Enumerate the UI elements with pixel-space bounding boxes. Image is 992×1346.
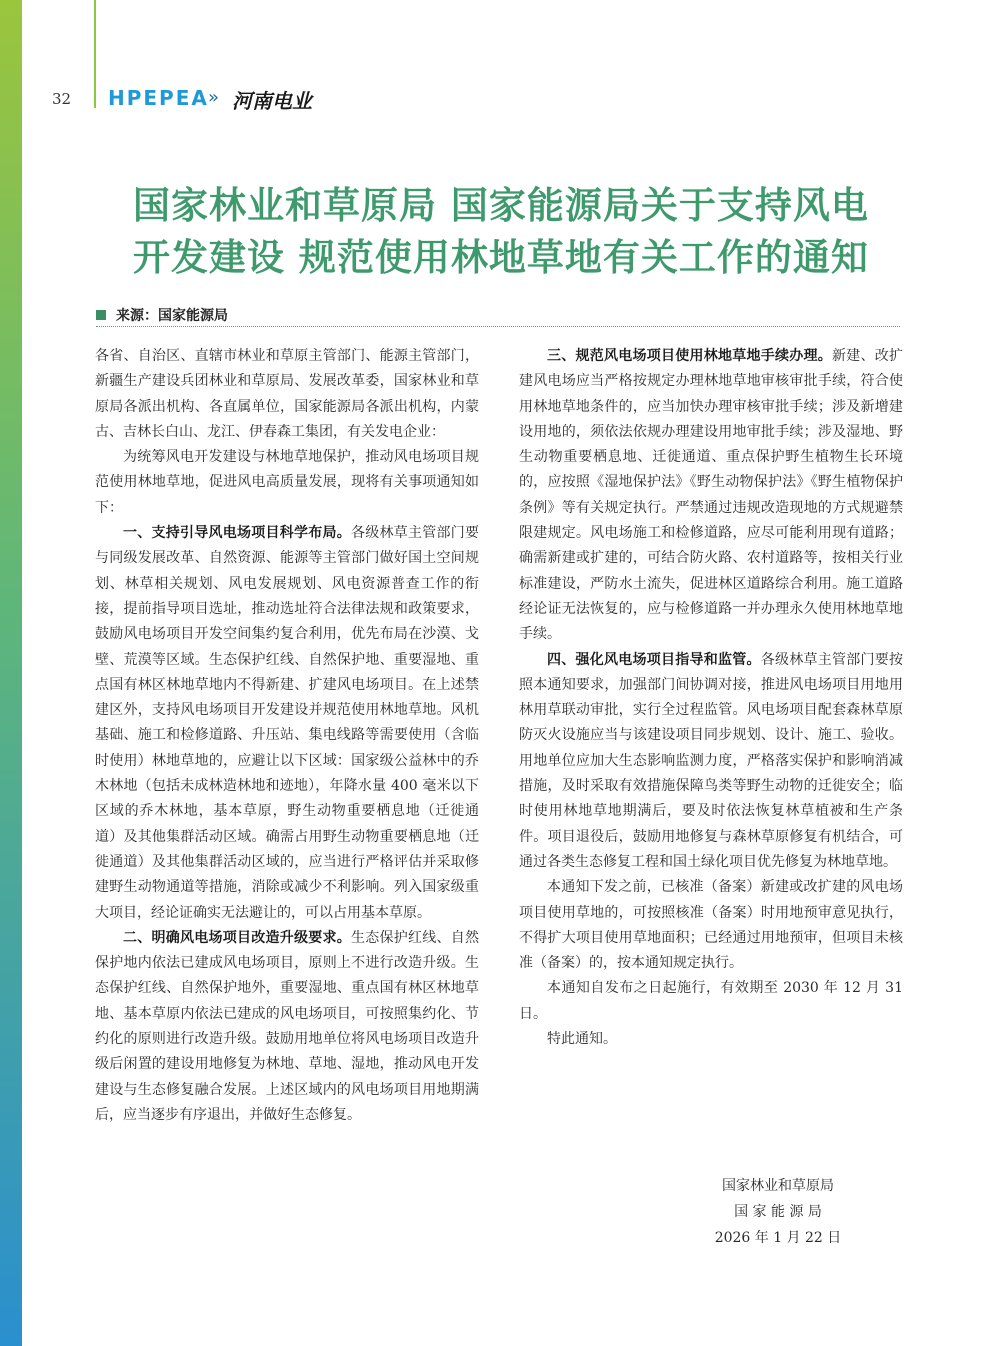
section-2-paragraph (95, 926, 479, 1128)
right-column (519, 344, 903, 1052)
section-1-heading: 一、支持引导风电场项目科学布局。 (123, 525, 351, 542)
section-3-body: 新建、改扩建风电场应当严格按规定办理林地草地审核审批手续，符合使用林地草地条件的，应当加快办理审核审批手续；涉及新增建设用地的，须依法依规办理建设用地审批手续；涉及湿地、野生动物重要栖息地、迁徙通道、重点保护野生植物生长环境的，应按照《湿地保护法》《野生动物保护法》《野生植物保护条例》等有关规定执行。严禁通过违规改造现地的方式规避禁限建规定。风电场施工和检修道路，应尽可能利用现有道路；确需新建或扩建的，可结合防火路、农村道路等，按相关行业标准建设，严防水土流失，促进林区道路综合利用。施工道路经论证无法恢复的，应与检修道路一并办理永久使用林地草地手续。 (519, 348, 903, 643)
article-title (96, 180, 906, 284)
signature-org-1: 国家林业和草原局 (722, 1178, 834, 1194)
section-4-heading: 四、强化风电场项目指导和监管。 (547, 651, 761, 668)
effective-date-paragraph: 本通知自发布之日起施行，有效期至 2030 年 12 月 31 日。 (519, 980, 903, 1022)
side-gradient-bar (0, 0, 22, 1346)
addressee-paragraph: 各省、自治区、直辖市林业和草原主管部门、能源主管部门，新疆生产建设兵团林业和草原局、发展改革委，国家林业和草原局各派出机构、各直属单位，国家能源局各派出机构，内蒙古、吉林长白山、龙江、伊春森工集团，有关发电企业： (95, 348, 479, 440)
brand-separator-icon: » (208, 87, 220, 108)
title-line-2: 开发建设 规范使用林地草地有关工作的通知 (133, 236, 869, 279)
header-rule (94, 0, 96, 108)
signature-block (700, 1173, 856, 1251)
section-3-heading: 三、规范风电场项目使用林地草地手续办理。 (547, 348, 832, 364)
signature-date: 2026 年 1 月 22 日 (714, 1230, 842, 1246)
brand-logo-en: HPEPEA (108, 86, 209, 110)
section-3-paragraph (519, 344, 903, 648)
intro-paragraph: 为统筹风电开发建设与林地草地保护，推动风电场项目规范使用林地草地，促进风电高质量发展，现将有关事项通知如下： (95, 449, 479, 516)
section-4-paragraph (519, 648, 903, 876)
section-2-heading: 二、明确风电场项目改造升级要求。 (123, 929, 351, 946)
page-number: 32 (52, 90, 72, 108)
left-column (95, 344, 479, 1128)
dotted-divider (96, 326, 900, 327)
source-line (96, 305, 228, 325)
prior-approval-paragraph: 本通知下发之前，已核准（备案）新建或改扩建的风电场项目使用草地的，可按照核准（备案）时用地预审意见执行，不得扩大项目使用草地面积；已经通过用地预审，但项目未核准（备案）的，按本通知规定执行。 (519, 879, 903, 972)
section-1-body: 各级林草主管部门要与同级发展改革、自然资源、能源等主管部门做好国土空间规划、林草相关规划、风电发展规划、风电资源普查工作的衔接，提前指导项目选址，推动选址符合法律法规和政策要求，鼓励风电场项目开发空间集约复合利用，优先布局在沙漠、戈壁、荒漠等区域。生态保护红线、自然保护地、重要湿地、重点国有林区林地草地内不得新建、扩建风电场项目。在上述禁建区外，支持风电场项目开发建设并规范使用林地草地。风机基础、施工和检修道路、升压站、集电线路等需要使用（含临时使用）林地草地的，应避让以下区域：国家级公益林中的乔木林地（包括未成林造林地和迹地），年降水量 400 毫米以下区域的乔木林地，基本草原，野生动物重要栖息地（迁徙通道）及其他集群活动区域。确需占用野生动物重要栖息地（迁徙通道）及其他集群活动区域的，应当进行严格评估并采取修建野生动物通道等措施，消除或减少不利影响。列入国家级重大项目，经论证确实无法避让的，可以占用基本草原。 (95, 525, 479, 921)
source-text: 来源：国家能源局 (116, 308, 228, 324)
closing-notice: 特此通知。 (547, 1031, 617, 1048)
brand-logo-cn: 河南电业 (232, 89, 312, 113)
section-2-body: 生态保护红线、自然保护地内依法已建成风电场项目，原则上不进行改造升级。生态保护红线、自然保护地外，重要湿地、重点国有林区林地草地、基本草原内依法已建成的风电场项目，可按照集约化、节约化的原则进行改造升级。鼓励用地单位将风电场项目改造升级后闲置的建设用地修复为林地、草地、湿地，推动风电开发建设与生态修复融合发展。上述区域内的风电场项目用地期满后，应当逐步有序退出，并做好生态修复。 (95, 929, 479, 1123)
signature-org-2: 国 家 能 源 局 (734, 1204, 822, 1220)
square-bullet-icon (96, 310, 106, 320)
section-1-paragraph (95, 521, 479, 926)
section-4-body: 各级林草主管部门要按照本通知要求，加强部门间协调对接，推进风电场项目用地用林用草联动审批，实行全过程监管。风电场项目配套森林草原防灭火设施应当与该建设项目同步规划、设计、施工、验收。用地单位应加大生态影响监测力度，严格落实保护和影响消减措施，及时采取有效措施保障鸟类等野生动物的迁徙安全；临时使用林地草地期满后，要及时依法恢复林草植被和生产条件。项目退役后，鼓励用地修复与森林草原修复有机结合，可通过各类生态修复工程和国土绿化项目优先修复为林地草地。 (519, 651, 903, 870)
title-line-1: 国家林业和草原局 国家能源局关于支持风电 (133, 184, 869, 227)
